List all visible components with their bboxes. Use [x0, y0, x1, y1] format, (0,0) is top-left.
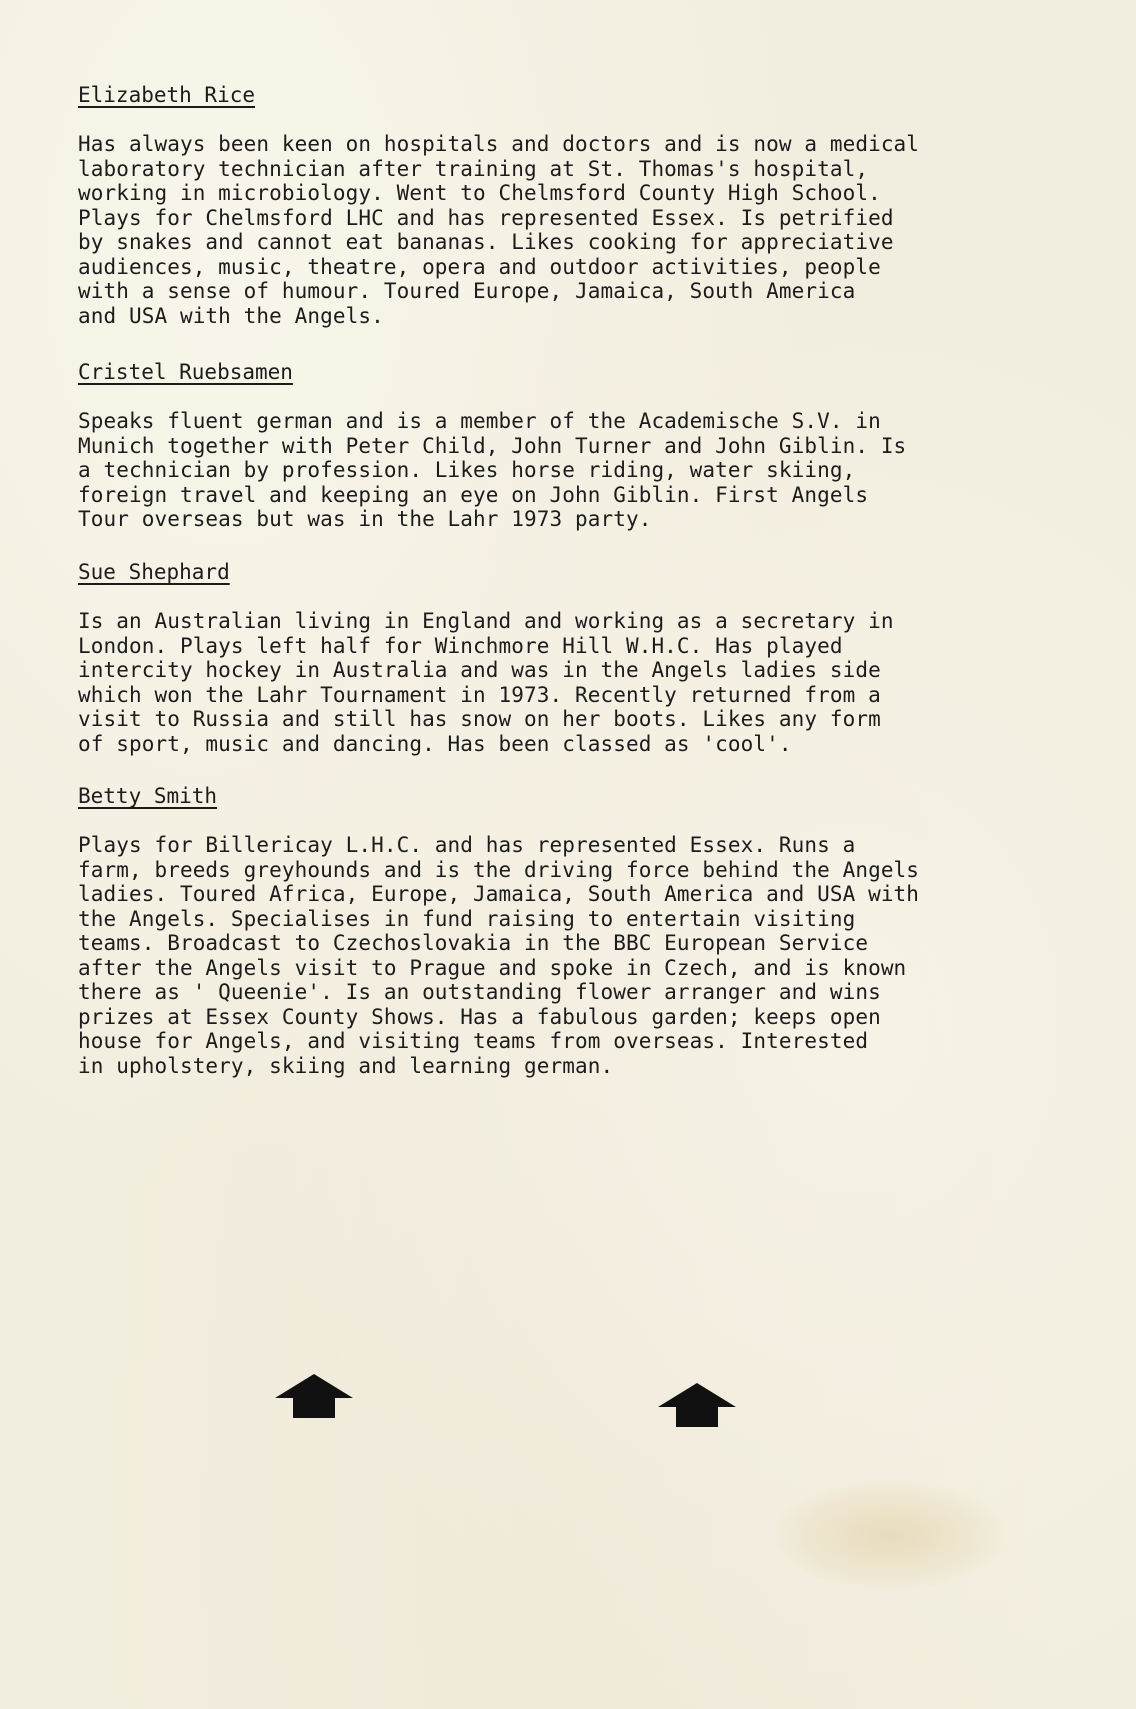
- profile-name: Betty Smith: [78, 784, 218, 808]
- profile-body: Has always been keen on hospitals and doctors and is now a medical laboratory technician after training at St. Thomas's hospital, working in microbiology. Went to Chelmsford County High School. Plays for Chelmsford LHC and has represented Essex. Is petrified by snakes and cannot eat bananas. Likes cooking for appreciative audiences, music, theatre, opera and outdoor activities, people with a sense of humour. Toured Europe, Jamaica, South America and USA with the Angels.: [78, 132, 920, 328]
- profile-name: Sue Shephard: [78, 560, 230, 584]
- profile-body: Is an Australian living in England and working as a secretary in London. Plays left half for Winchmore Hill W.H.C. Has played intercity hockey in Australia and was in the Angels ladies side which won the Lahr Tournament in 1973. Recently returned from a visit to Russia and still has snow on her boots. Likes any form of sport, music and dancing. Has been classed as 'cool'.: [78, 609, 894, 756]
- profile-elizabeth-rice: [78, 82, 1098, 328]
- up-arrow-icon: [658, 1383, 736, 1427]
- profile-cristel-ruebsamen: [78, 359, 1098, 532]
- profile-betty-smith: [78, 783, 1098, 1078]
- paper-stain: [775, 1480, 1005, 1590]
- profile-body: Plays for Billericay L.H.C. and has represented Essex. Runs a farm, breeds greyhounds and is the driving force behind the Angels ladies. Toured Africa, Europe, Jamaica, South America and USA with the Angels. Specialises in fund raising to entertain visiting teams. Broadcast to Czechoslovakia in the BBC European Service after the Angels visit to Prague and spoke in Czech, and is known there as ' Queenie'. Is an outstanding flower arranger and wins prizes at Essex County Shows. Has a fabulous garden; keeps open house for Angels, and visiting teams from overseas. Interested in upholstery, skiing and learning german.: [78, 833, 920, 1078]
- profile-name: Elizabeth Rice: [78, 83, 256, 107]
- profile-body: Speaks fluent german and is a member of the Academische S.V. in Munich together with Peter Child, John Turner and John Giblin. Is a technician by profession. Likes horse riding, water skiing, foreign travel and keeping an eye on John Giblin. First Angels Tour overseas but was in the Lahr 1973 party.: [78, 409, 907, 531]
- profile-name: Cristel Ruebsamen: [78, 360, 293, 384]
- up-arrow-icon: [275, 1374, 353, 1418]
- profile-sue-shephard: [78, 559, 1098, 756]
